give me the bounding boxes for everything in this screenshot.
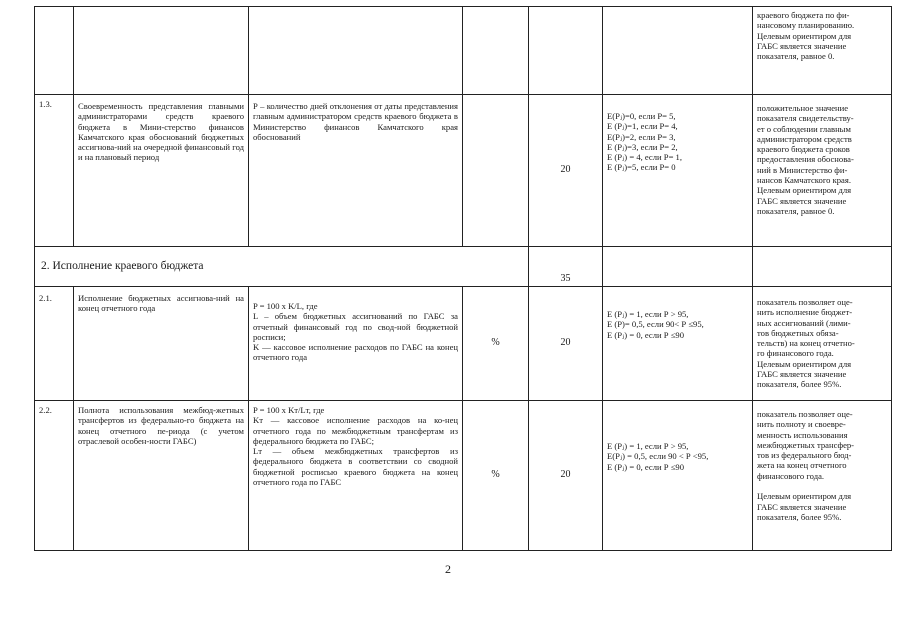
unit-cell [463,7,529,95]
note-cell: положительное значение показателя свидетельству- ет о соблюдении главным администратором средств краевого бюджета сроков предоставления обоснова- ний в Министерство фи- нансов Камчатского края. Целевым ориентиром для ГАБС является значение показателя, равное 0. [753,95,892,247]
formula-cell: Р – количество дней отклонения от даты представления главным администратором средств краевого бюджета в Министерство финансов Камчатского края обоснований [249,95,463,247]
unit-cell [463,95,529,247]
scale-cell [603,7,753,95]
section-row [35,247,892,287]
indicator-name-cell: Своевременность представления главными администраторами средств краевого бюджета в Мини-стерство финансов Камчатского края обоснований бюджетных ассигнова-ний на очередной финансовый год и на плановый период [74,95,249,247]
weight-cell: 20 [529,95,603,247]
note-cell [753,247,892,287]
scale-cell [603,247,753,287]
indicator-name-cell: Полнота использования межбюд-жетных трансфертов из федерально-го бюджета на конец отчетного пе-риода (с учетом отраслевой особен-ности ГАБС) [74,401,249,551]
formula-cell: P = 100 x Kт/Lт, где Kт — кассовое исполнение расходов на ко-нец отчетного года по межбюджетным трансфертам из федерального бюджета по ГАБС; Lт — объем межбюджетных трансфертов из федерального бюджета в соответствии со сводной бюджетной росписью краевого бюджета на конец отчетного года по ГАБС [249,401,463,551]
table-row [35,401,892,551]
scale-cell: Е(Рⱼ)=0, если Р= 5, Е (Рⱼ)=1, если Р= 4, Е(Рⱼ)=2, если Р= 3, Е (Рⱼ)=3, если Р= 2, Е (Рⱼ) = 4, если Р= 1, Е (Рⱼ)=5, если Р= 0 [603,95,753,247]
scale-cell: Е (Рⱼ) = 1, если Р > 95, Е (Р)= 0,5, если 90< Р ≤95, Е (Рⱼ) = 0, если Р ≤90 [603,287,753,401]
scale-cell: Е (Рⱼ) = 1, если Р > 95, Е(Рⱼ) = 0,5, если 90 < Р <95, Е (Рⱼ) = 0, если Р ≤90 [603,401,753,551]
unit-cell: % [463,401,529,551]
section-title: 2. Исполнение краевого бюджета [35,247,529,287]
table-row [35,7,892,95]
indicator-name-cell [74,7,249,95]
formula-cell [249,7,463,95]
note-cell: показатель позволяет оце- нить полноту и своевре- менность использования межбюджетных трансфер- тов из федерального бюд- жета на конец отчетного финансового года. Целевым ориентиром для ГАБС является значение показателя, более 95%. [753,401,892,551]
indicators-table [34,6,892,551]
weight-cell: 20 [529,287,603,401]
indicator-name-cell: Исполнение бюджетных ассигнова-ний на конец отчетного года [74,287,249,401]
weight-cell: 20 [529,401,603,551]
table-row [35,287,892,401]
row-number-cell [35,7,74,95]
unit-cell: % [463,287,529,401]
row-number-cell: 2.1. [35,287,74,401]
row-number-cell: 1.3. [35,95,74,247]
page-number: 2 [445,562,451,576]
row-number-cell: 2.2. [35,401,74,551]
section-weight-cell: 35 [529,247,603,287]
table-row [35,95,892,247]
note-cell: краевого бюджета по фи- нансовому планированию. Целевым ориентиром для ГАБС является значение показателя, равное 0. [753,7,892,95]
weight-cell [529,7,603,95]
formula-cell: P = 100 x K/L, где L – объем бюджетных ассигнований по ГАБС за отчетный финансовый год по свод-ной бюджетной росписи; K — кассовое исполнение расходов по ГАБС на конец отчетного года [249,287,463,401]
note-cell: показатель позволяет оце- нить исполнение бюджет- ных ассигнований (лими- тов бюджетных обяза- тельств) на конец отчетно- го финансового года. Целевым ориентиром для ГАБС является значение показателя, более 95%. [753,287,892,401]
